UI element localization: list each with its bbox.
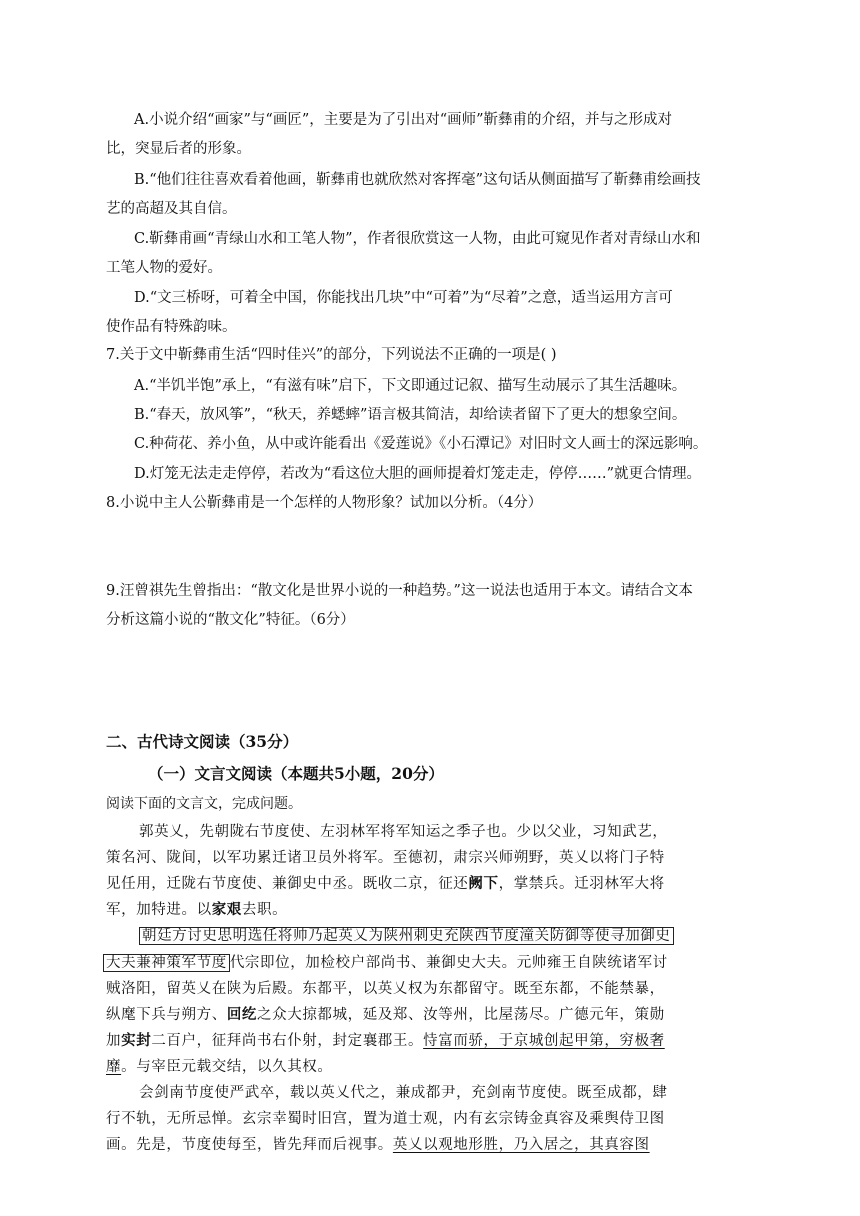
passage-text: 加	[106, 1033, 122, 1049]
passage-p1-line2: 策名河、陇间，以军功累迁诸卫员外将军。至德初，肃宗兴师朔野，英乂以将门子特	[106, 850, 665, 866]
keyword-shifeng: 实封	[121, 1033, 152, 1049]
passage-text: 见任用，迁陇右节度使、兼御史中丞。既收二京，征还	[106, 876, 469, 892]
passage-text: 画。先是，节度使每至，皆先拜而后视事。	[106, 1137, 393, 1153]
q6-option-a-line1: A.小说介绍“画家”与“画匠”，主要是为了引出对“画师”靳彝甫的介绍，并与之形成对	[134, 112, 673, 128]
q7-stem: 7.关于文中靳彝甫生活“四时佳兴”的部分，下列说法不正确的一项是( )	[106, 347, 557, 363]
passage-p2-line1	[139, 926, 674, 946]
passage-text: 纵麾下兵与朔方、	[106, 1007, 227, 1023]
passage-p2-line4	[106, 1005, 665, 1025]
subsection-title: （一）文言文阅读（本题共5小题，20分）	[148, 764, 444, 783]
q6-option-d-line1: D.“文三桥呀，可着全中国，你能找出几块”中“可着”为“尽着”之意，适当运用方言可	[134, 290, 673, 306]
q7-option-c: C.种荷花、养小鱼，从中或许能看出《爱莲说》《小石潭记》对旧时文人画士的深远影响。	[134, 436, 708, 452]
passage-text: 军，加特进。以	[106, 902, 212, 918]
underlined-sentence-2: 英乂以观地形胜，乃入居之，其真容图	[392, 1137, 650, 1153]
q8-stem: 8.小说中主人公靳彝甫是一个怎样的人物形象？试加以分析。（4分）	[106, 495, 543, 511]
q6-option-b-line2: 艺的高超及其自信。	[106, 201, 237, 217]
punctuation-box-part1: 朝廷方讨史思明选任将帅乃起英乂为陕州刺史充陕西节度潼关防御等使寻加御史	[139, 927, 674, 945]
keyword-quexia: 阙下	[468, 876, 499, 892]
passage-p1-line1: 郭英乂，先朝陇右节度使、左羽林军将军知运之季子也。少以父业，习知武艺，	[139, 824, 668, 840]
passage-p2-line6	[106, 1057, 333, 1077]
underlined-sentence-end: 靡	[106, 1059, 122, 1075]
passage-p3-line3	[106, 1135, 650, 1155]
q6-option-a-line2: 比，突显后者的形象。	[106, 141, 251, 157]
passage-p1-line4	[106, 900, 287, 920]
q6-option-c-line2: 工笔人物的爱好。	[106, 260, 222, 276]
passage-text: 。与宰臣元载交结，以久其权。	[121, 1059, 333, 1075]
passage-p2-line2	[106, 953, 668, 973]
q7-option-b: B.“春天，放风筝”，“秋天，养蟋蟀”语言极其简洁，却给读者留下了更大的想象空间。	[134, 407, 687, 423]
q7-option-a: A.“半饥半饱”承上，“有滋有味”启下，下文即通过记叙、描写生动展示了其生活趣味。	[134, 378, 687, 394]
passage-text: 去职。	[241, 902, 288, 918]
q7-option-d: D.灯笼无法走走停停，若改为“看这位大胆的画师提着灯笼走走，停停……”就更合情理。	[134, 466, 702, 482]
passage-p3-line2: 行不轨，无所忌惮。玄宗幸蜀时旧宫，置为道士观，内有玄宗铸金真容及乘舆侍卫图	[106, 1111, 665, 1127]
section-title: 二、古代诗文阅读（35分）	[106, 732, 299, 751]
passage-text: 二百户，征拜尚书右仆射，封定襄郡王。	[151, 1033, 424, 1049]
q9-line1: 9.汪曾祺先生曾指出：“散文化是世界小说的一种趋势。”这一说法也适用于本文。请结合文本	[106, 583, 693, 599]
passage-p1-line3	[106, 874, 665, 894]
q6-option-b-line1: B.“他们往往喜欢看着他画，靳彝甫也就欣然对客挥毫”这句话从侧面描写了靳彝甫绘画技	[134, 172, 701, 188]
q6-option-d-line2: 使作品有特殊韵味。	[106, 319, 237, 335]
passage-p2-line3: 贼洛阳，留英乂在陕为后殿。东都平，以英乂权为东都留守。既至东都，不能禁暴，	[106, 981, 665, 997]
passage-text: 之众大掠都城，延及郑、汝等州，比屋荡尽。广德元年，策勋	[257, 1007, 665, 1023]
passage-text: ，掌禁兵。迁羽林军大将	[498, 876, 665, 892]
keyword-huihe: 回纥	[226, 1007, 258, 1023]
keyword-jiajian: 家艰	[211, 902, 242, 918]
q9-line2: 分析这篇小说的“散文化”特征。（6分）	[106, 612, 355, 628]
q6-option-c-line1: C.靳彝甫画“青绿山水和工笔人物”，作者很欣赏这一人物，由此可窥见作者对青绿山水和	[134, 231, 701, 247]
passage-p2-line5	[106, 1031, 665, 1051]
passage-text: 代宗即位，加检校户部尚书、兼御史大夫。元帅雍王自陕统诸军讨	[229, 955, 668, 971]
reading-instruction: 阅读下面的文言文，完成问题。	[106, 796, 302, 812]
underlined-sentence: 恃富而骄，于京城创起甲第，穷极奢	[423, 1033, 665, 1049]
punctuation-box-part2: 大夫兼神策军节度	[103, 954, 230, 972]
passage-p3-line1: 会剑南节度使严武卒，载以英乂代之，兼成都尹，充剑南节度使。既至成都，肆	[139, 1085, 668, 1101]
